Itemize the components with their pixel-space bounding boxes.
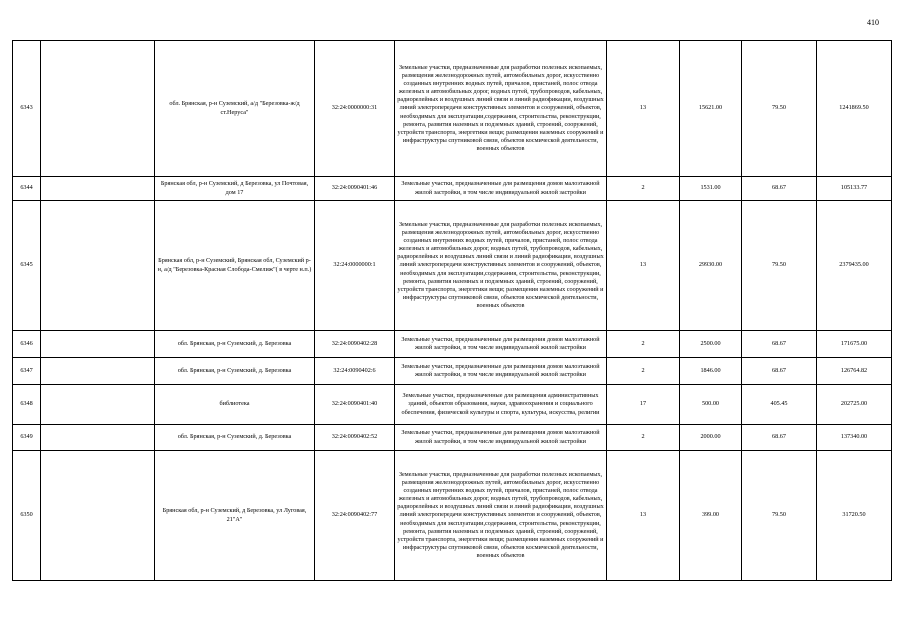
land-purpose-cell: Земельные участки, предназначенные для разработки полезных ископаемых, размещения железнодорожных путей, автомобильных дорог, искусственно созданных внутренних водных путей, причалов, пристаней, полос отвода железных и автомобильных дорог, водных путей, трубопроводов, кабельных, радиорелейных и воздушных линий связи и линий радиофикации, воздушных линий электропередачи конструктивных элементов и сооружений, объектов, необходимых для эксплуатации,содержания, строительства, реконструкции, ремонта, развития наземных и подземных зданий, строений, сооружений, устройств транспорта, энергетики вещи; размещения наземных сооружений и инфраструктуры спутниковой связи, объектов космической деятельности, военных объектов bbox=[395, 41, 607, 177]
row-id: 6345 bbox=[13, 201, 41, 331]
cadastral-value-cell: 171675.00 bbox=[817, 331, 892, 358]
area-cell: 29930.00 bbox=[680, 201, 742, 331]
purpose-code-cell: 2 bbox=[607, 331, 680, 358]
table-row bbox=[13, 177, 892, 201]
row-id: 6348 bbox=[13, 385, 41, 425]
table-row bbox=[13, 41, 892, 177]
cadastral-value-cell: 105133.77 bbox=[817, 177, 892, 201]
cadastral-value-table bbox=[12, 40, 892, 581]
address-cell: обл. Брянская, р-н Суземский, а/д "Березовка-ж/д ст.Неруса" bbox=[155, 41, 315, 177]
purpose-code-cell: 13 bbox=[607, 451, 680, 581]
cadastral-number-cell: 32:24:0090402:52 bbox=[315, 425, 395, 451]
cadastral-value-cell: 202725.00 bbox=[817, 385, 892, 425]
empty-cell bbox=[41, 331, 155, 358]
empty-cell bbox=[41, 425, 155, 451]
empty-cell bbox=[41, 41, 155, 177]
purpose-code-cell: 2 bbox=[607, 425, 680, 451]
cadastral-number-cell: 32:24:0090402:6 bbox=[315, 358, 395, 385]
land-purpose-cell: Земельные участки, предназначенные для размещения домов малоэтажной жилой застройки, в том числе индивидуальной жилой застройки bbox=[395, 177, 607, 201]
land-purpose-cell: Земельные участки, предназначенные для размещения домов малоэтажной жилой застройки, в том числе индивидуальной жилой застройки bbox=[395, 425, 607, 451]
table-row bbox=[13, 385, 892, 425]
rate-cell: 79.50 bbox=[742, 201, 817, 331]
address-cell: библиотека bbox=[155, 385, 315, 425]
cadastral-value-cell: 1241869.50 bbox=[817, 41, 892, 177]
address-cell: обл. Брянская, р-н Суземский, д. Березовка bbox=[155, 425, 315, 451]
table-row bbox=[13, 451, 892, 581]
cadastral-value-cell: 31720.50 bbox=[817, 451, 892, 581]
rate-cell: 68.67 bbox=[742, 425, 817, 451]
area-cell: 1531.00 bbox=[680, 177, 742, 201]
cadastral-number-cell: 32:24:0000000:1 bbox=[315, 201, 395, 331]
rate-cell: 68.67 bbox=[742, 177, 817, 201]
land-purpose-cell: Земельные участки, предназначенные для размещения домов малоэтажной жилой застройки, в том числе индивидуальной жилой застройки bbox=[395, 358, 607, 385]
area-cell: 2000.00 bbox=[680, 425, 742, 451]
page-number: 410 bbox=[867, 18, 879, 27]
row-id: 6350 bbox=[13, 451, 41, 581]
rate-cell: 79.50 bbox=[742, 41, 817, 177]
cadastral-number-cell: 32:24:0090401:40 bbox=[315, 385, 395, 425]
rate-cell: 79.50 bbox=[742, 451, 817, 581]
rate-cell: 405.45 bbox=[742, 385, 817, 425]
row-id: 6344 bbox=[13, 177, 41, 201]
land-purpose-cell: Земельные участки, предназначенные для разработки полезных ископаемых, размещения железнодорожных путей, автомобильных дорог, искусственно созданных внутренних водных путей, причалов, пристаней, полос отвода железных и автомобильных дорог, водных путей, трубопроводов, кабельных, радиорелейных и воздушных линий связи и линий радиофикации, воздушных линий электропередачи конструктивных элементов и сооружений, объектов, необходимых для эксплуатации,содержания, строительства, реконструкции, ремонта, развития наземных и подземных зданий, строений, сооружений, устройств транспорта, энергетики вещи; размещения наземных сооружений и инфраструктуры спутниковой связи, объектов космической деятельности, военных объектов bbox=[395, 451, 607, 581]
rate-cell: 68.67 bbox=[742, 358, 817, 385]
purpose-code-cell: 13 bbox=[607, 201, 680, 331]
table-row bbox=[13, 331, 892, 358]
cadastral-value-cell: 137340.00 bbox=[817, 425, 892, 451]
row-id: 6346 bbox=[13, 331, 41, 358]
empty-cell bbox=[41, 177, 155, 201]
area-cell: 399.00 bbox=[680, 451, 742, 581]
rate-cell: 68.67 bbox=[742, 331, 817, 358]
empty-cell bbox=[41, 358, 155, 385]
cadastral-number-cell: 32:24:0090402:77 bbox=[315, 451, 395, 581]
area-cell: 15621.00 bbox=[680, 41, 742, 177]
address-cell: обл. Брянская, р-н Суземский, д. Березовка bbox=[155, 331, 315, 358]
row-id: 6347 bbox=[13, 358, 41, 385]
address-cell: Брянская обл, р-н Суземский, д Березовка, ул Луговая, 21"А" bbox=[155, 451, 315, 581]
purpose-code-cell: 2 bbox=[607, 358, 680, 385]
address-cell: Брянская обл, р-н Суземский, Брянская обл, Суземский р-н, а/д "Березовка-Красная Слобода-Смелиж"( в черте н.п.) bbox=[155, 201, 315, 331]
land-purpose-cell: Земельные участки, предназначенные для размещения административных зданий, объектов образования, науки, здравоохранения и социального обеспечения, физической культуры и спорта, культуры, искусства, религии bbox=[395, 385, 607, 425]
empty-cell bbox=[41, 201, 155, 331]
address-cell: обл. Брянская, р-н Суземский, д. Березовка bbox=[155, 358, 315, 385]
land-purpose-cell: Земельные участки, предназначенные для размещения домов малоэтажной жилой застройки, в том числе индивидуальной жилой застройки bbox=[395, 331, 607, 358]
address-cell: Брянская обл, р-н Суземский, д Березовка, ул Почтовая, дом 17 bbox=[155, 177, 315, 201]
area-cell: 2500.00 bbox=[680, 331, 742, 358]
table-row bbox=[13, 425, 892, 451]
empty-cell bbox=[41, 451, 155, 581]
table-row bbox=[13, 201, 892, 331]
cadastral-value-cell: 126764.82 bbox=[817, 358, 892, 385]
purpose-code-cell: 2 bbox=[607, 177, 680, 201]
cadastral-number-cell: 32:24:0090402:28 bbox=[315, 331, 395, 358]
empty-cell bbox=[41, 385, 155, 425]
row-id: 6343 bbox=[13, 41, 41, 177]
purpose-code-cell: 17 bbox=[607, 385, 680, 425]
area-cell: 1846.00 bbox=[680, 358, 742, 385]
land-purpose-cell: Земельные участки, предназначенные для разработки полезных ископаемых, размещения железнодорожных путей, автомобильных дорог, искусственно созданных внутренних водных путей, причалов, пристаней, полос отвода железных и автомобильных дорог, водных путей, трубопроводов, кабельных, радиорелейных и воздушных линий связи и линий радиофикации, воздушных линий электропередачи конструктивных элементов и сооружений, объектов, необходимых для эксплуатации,содержания, строительства, реконструкции, ремонта, развития наземных и подземных зданий, строений, сооружений, устройств транспорта, энергетики вещи; размещения наземных сооружений и инфраструктуры спутниковой связи, объектов космической деятельности, военных объектов bbox=[395, 201, 607, 331]
row-id: 6349 bbox=[13, 425, 41, 451]
table-row bbox=[13, 358, 892, 385]
area-cell: 500.00 bbox=[680, 385, 742, 425]
cadastral-number-cell: 32:24:0090401:46 bbox=[315, 177, 395, 201]
cadastral-number-cell: 32:24:0000000:31 bbox=[315, 41, 395, 177]
purpose-code-cell: 13 bbox=[607, 41, 680, 177]
cadastral-value-cell: 2379435.00 bbox=[817, 201, 892, 331]
